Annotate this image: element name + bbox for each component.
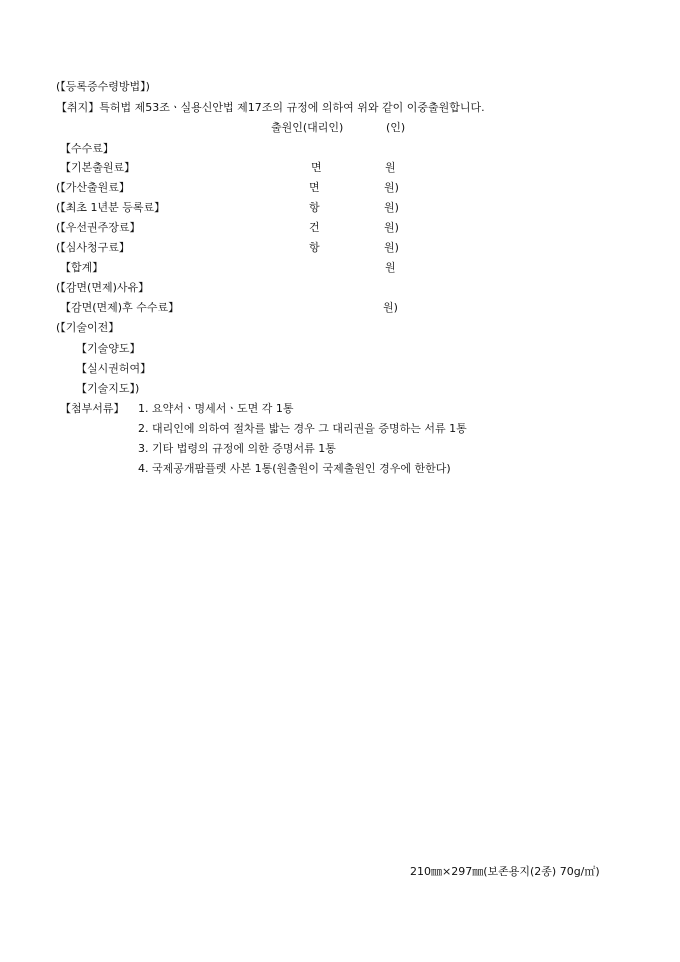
applicant-signature-label: 출원인(대리인) (271, 121, 344, 134)
fee-label: 【기본출원료】 (60, 161, 136, 174)
fee-label: (【우선권주장료】 (56, 221, 141, 234)
fee-unit: 면 (311, 161, 322, 174)
tech-transfer-title: (【기술이전】 (56, 321, 120, 334)
fees-title: 【수수료】 (60, 142, 114, 155)
fee-won: 원) (384, 221, 399, 234)
tech-transfer-item: 【기술양도】 (76, 342, 141, 355)
fee-label: (【가산출원료】 (56, 181, 130, 194)
reduction-reason: (【감면(면제)사유】 (56, 281, 150, 294)
fee-won: 원) (384, 201, 399, 214)
attachment-item: 1. 요약서ㆍ명세서ㆍ도면 각 1통 (138, 402, 294, 415)
attachment-item: 4. 국제공개팜플렛 사본 1통(원출원이 국제출원인 경우에 한한다) (138, 462, 451, 475)
fee-won: 원) (384, 241, 399, 254)
fee-won: 원 (385, 261, 396, 274)
attachment-item: 2. 대리인에 의하여 절차를 밟는 경우 그 대리권을 증명하는 서류 1통 (138, 422, 467, 435)
fee-won: 원 (385, 161, 396, 174)
fee-unit: 항 (309, 241, 320, 254)
fee-unit: 항 (309, 201, 320, 214)
attachment-item: 3. 기타 법령의 규정에 의한 증명서류 1통 (138, 442, 336, 455)
paper-spec-footer: 210㎜×297㎜(보존용지(2종) 70g/㎡) (410, 865, 600, 878)
tech-transfer-item: 【실시권허여】 (76, 362, 152, 375)
tech-transfer-item: 【기술지도】) (76, 382, 140, 395)
reduced-fee-won: 원) (383, 301, 398, 314)
certificate-receipt-method: (【등록증수령방법】) (56, 80, 150, 93)
seal-label: (인) (386, 121, 406, 134)
reduced-fee-label: 【감면(면제)후 수수료】 (60, 301, 180, 314)
attachments-label: 【첨부서류】 (60, 402, 125, 415)
fee-label: (【최초 1년분 등록료】 (56, 201, 166, 214)
fee-unit: 면 (309, 181, 320, 194)
purpose-statement: 【취지】특허법 제53조ㆍ실용신안법 제17조의 규정에 의하여 위와 같이 이중출원합니다. (56, 101, 485, 114)
fee-won: 원) (384, 181, 399, 194)
fee-unit: 건 (309, 221, 320, 234)
fee-label: (【심사청구료】 (56, 241, 130, 254)
fee-label: 【합계】 (60, 261, 104, 274)
